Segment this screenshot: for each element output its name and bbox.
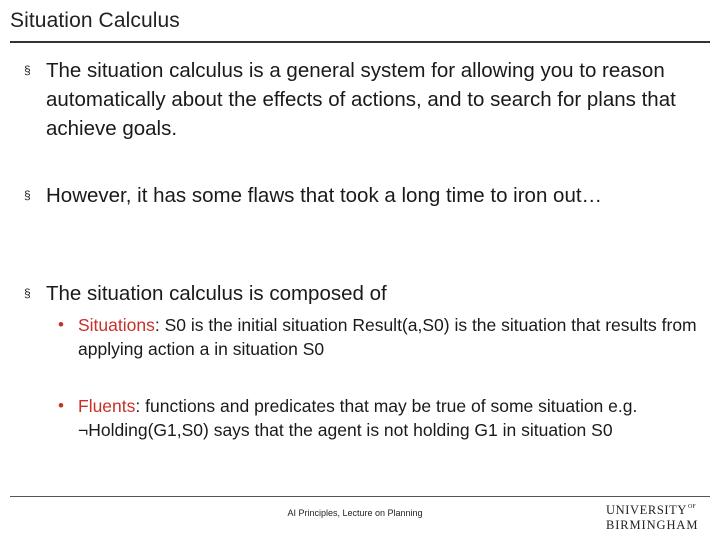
logo-university-text: UNIVERSITY: [606, 503, 687, 517]
logo-of-text: OF: [688, 504, 696, 510]
bullet-3-text: The situation calculus is composed of: [46, 282, 387, 305]
sub-bullet-situations-text: : S0 is the initial situation Result(a,S0) is the situation that results from applying action a in situation S0: [78, 315, 697, 359]
term-situations: Situations: [78, 315, 155, 335]
university-logo: [606, 504, 710, 531]
term-fluents: Fluents: [78, 396, 136, 416]
slide-title: Situation Calculus: [10, 9, 180, 32]
bullet-marker-icon: §: [24, 63, 31, 77]
title-underline: [10, 41, 710, 43]
bullet-3: [24, 279, 716, 308]
footer-lecture-label: AI Principles, Lecture on Planning: [287, 508, 423, 518]
sub-bullet-fluents: [58, 394, 708, 442]
bullet-marker-icon: §: [24, 286, 31, 300]
bullet-1: [24, 56, 716, 143]
bullet-2-text: However, it has some flaws that took a long time to iron out…: [46, 184, 603, 207]
bullet-marker-icon: §: [24, 188, 31, 202]
logo-birmingham-text: BIRMINGHAM: [606, 517, 699, 532]
footer-divider: [10, 496, 710, 497]
sub-bullet-dot-icon: •: [58, 315, 64, 334]
sub-bullet-fluents-text: : functions and predicates that may be true of some situation e.g. ¬Holding(G1,S0) says that the agent is not holding G1 in situation S0: [78, 396, 638, 440]
bullet-2: [24, 181, 716, 210]
sub-bullet-dot-icon: •: [58, 396, 64, 415]
sub-bullet-situations: [58, 313, 708, 361]
bullet-1-text: The situation calculus is a general system for allowing you to reason automatically about the effects of actions, and to search for plans that achieve goals.: [46, 59, 676, 140]
